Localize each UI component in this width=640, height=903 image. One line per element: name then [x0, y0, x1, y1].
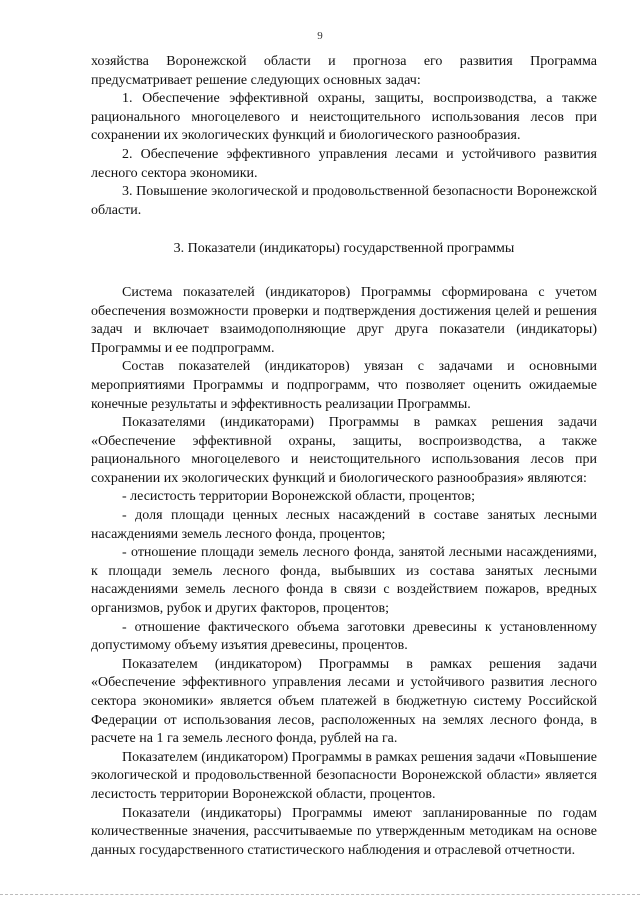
- closing-paragraph-2: Показателем (индикатором) Программы в рамках решения задачи «Повышение экологической и продовольственной безопасности Воронежской области» является лесистость территории Воронежской области, процентов.: [91, 749, 597, 802]
- document-body: [91, 53, 597, 860]
- indicator-list-item-4: - отношение фактического объема заготовки древесины к установленному допустимому объему изъятия древесины, процентов.: [91, 619, 597, 654]
- closing-paragraph-1: Показателем (индикатором) Программы в рамках решения задачи «Обеспечение эффективного управления лесами и устойчивого развития лесного сектора экономики» является объем платежей в бюджетную систему Российской Федерации от использования лесов, расположенных на землях лесного фонда, в расчете на 1 га земель лесного фонда, рублей на га.: [91, 656, 597, 747]
- section-paragraph-3: Показателями (индикаторами) Программы в рамках решения задачи «Обеспечение эффективной охраны, защиты, воспроизводства, а также рационального многоцелевого и неистощительного использования лесов при сохранении их экологических функций и биологического разнообразия» являются:: [91, 415, 597, 486]
- indicator-list-item-1: - лесистость территории Воронежской области, процентов;: [122, 489, 476, 505]
- page-number: 9: [317, 30, 323, 42]
- section-paragraph-1: Система показателей (индикаторов) Программы сформирована с учетом обеспечения возможности проверки и подтверждения достижения целей и решения задач и включает взаимодополняющие друг друга показатели (индикаторы) Программы и ее подпрограмм.: [91, 284, 597, 356]
- continuation-paragraph: хозяйства Воронежской области и прогноза его развития Программа предусматривает решение следующих основных задач:: [91, 54, 597, 88]
- indicator-list-item-2: - доля площади ценных лесных насаждений в составе занятых лесными насаждениями земель лесного фонда, процентов;: [91, 508, 597, 542]
- page-bottom-divider: [0, 894, 640, 895]
- task-item-2: 2. Обеспечение эффективного управления лесами и устойчивого развития лесного сектора экономики.: [91, 146, 597, 181]
- closing-paragraph-3: Показатели (индикаторы) Программы имеют запланированные по годам количественные значения, рассчитываемые по утвержденным методикам на основе данных государственного статистического наблюдения и отраслевой отчетности.: [91, 805, 597, 858]
- task-item-1: 1. Обеспечение эффективной охраны, защиты, воспроизводства, а также рационального многоцелевого и неистощительного использования лесов при сохранении их экологических функций и биологического разнообразия.: [91, 91, 597, 144]
- task-item-3: 3. Повышение экологической и продовольственной безопасности Воронежской области.: [91, 184, 597, 218]
- section-paragraph-2: Состав показателей (индикаторов) увязан с задачами и основными мероприятиями Программы и подпрограмм, что позволяет оценить ожидаемые конечные результаты и эффективность реализации Программы.: [91, 359, 597, 412]
- section-heading: 3. Показатели (индикаторы) государственной программы: [173, 241, 515, 257]
- indicator-list-item-3: - отношение площади земель лесного фонда, занятой лесными насаждениями, к площади земель лесного фонда, выбывших из состава занятых лесными насаждениями земель лесного фонда в связи с воздействием пожаров, вредных организмов, рубок и других факторов, процентов;: [91, 545, 597, 617]
